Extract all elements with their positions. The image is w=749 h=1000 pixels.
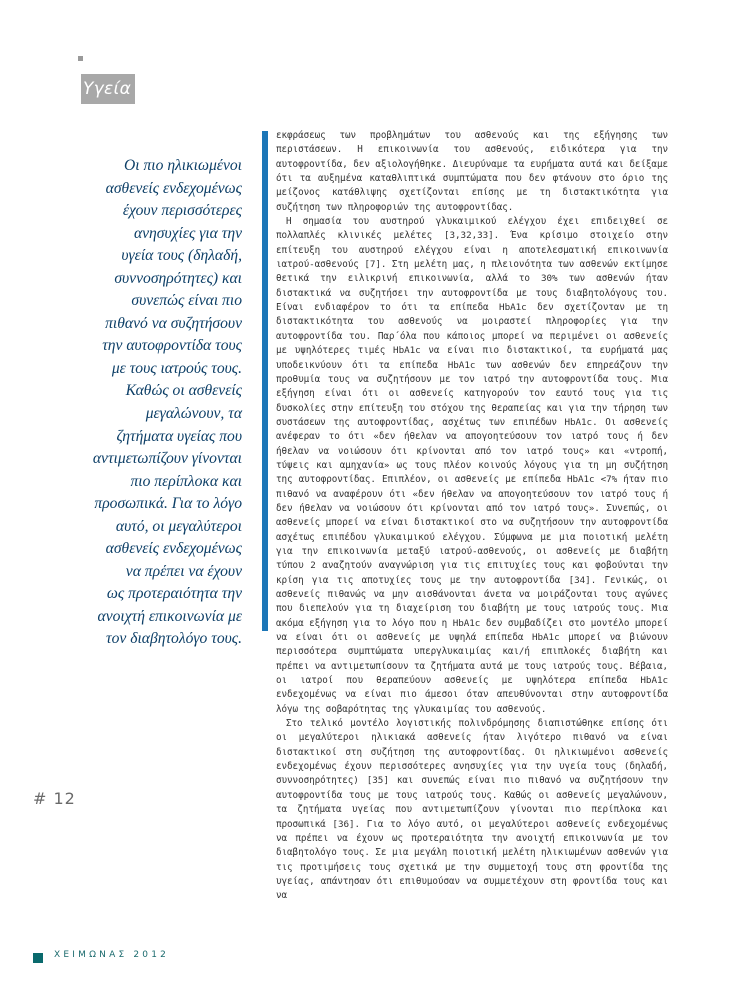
pull-quote-line: μεγαλώνουν, τα	[145, 405, 242, 423]
pull-quote-line: πιθανό να συζητήσουν	[105, 314, 242, 332]
pull-quote-line: ως προτεραιότητα την	[106, 585, 242, 603]
pull-quote-line: ανησυχίες για την	[133, 224, 242, 242]
pull-quote-line: με τους ιατρούς τους.	[111, 359, 242, 377]
pull-quote	[78, 155, 242, 651]
pull-quote-line: να πρέπει να έχουν	[125, 562, 242, 580]
pull-quote-line: τον διαβητολόγο τους.	[106, 630, 242, 648]
pull-quote-line: ασθενείς ενδεχομένως	[105, 540, 242, 558]
section-label: Υγεία	[83, 79, 132, 99]
article-body	[276, 129, 668, 904]
pull-quote-line: αντιμετωπίζουν γίνονται	[92, 450, 242, 468]
pull-quote-line: πιο περίπλοκα και	[130, 472, 242, 490]
pull-quote-line: προσωπικά. Για το λόγο	[94, 495, 242, 513]
pull-quote-line: ανοιχτή επικοινωνία με	[97, 607, 242, 625]
footer-marker	[33, 953, 43, 963]
footer-issue: ΧΕΙΜΩΝΑΣ 2012	[54, 950, 170, 960]
pull-quote-line: Οι πιο ηλικιωμένοι	[123, 157, 242, 174]
pull-quote-line: έχουν περισσότερες	[122, 202, 242, 220]
pull-quote-line: αυτό, οι μεγαλύτεροι	[115, 517, 242, 535]
pull-quote-line: συννοσηρότητες) και	[114, 269, 242, 287]
body-paragraph: Η σημασία του αυστηρού γλυκαιμικού ελέγχου έχει επιδειχθεί σε πολλαπλές κλινικές μελέτες [3,32,33]. Ένα κρίσιμο στοιχείο στην επίτευξη του αυστηρού ελέγχου είναι η αποτελεσματική επικοινωνία ιατρού-ασθενούς [7]. Στη μελέτη μας, η πλειονότητα των ασθενών εκτίμησε θετικά την ειλικρινή επικοινωνία, αλλά το 30% των ασθενών ήταν διστακτικά να συζητήσει την αυτοφροντίδα με τους διαβητολόγους του. Είναι ενδιαφέρον το ότι τα επίπεδα HbA1c δεν σχετίζονταν με τη διστακτικότητα του ασθενούς να μοιραστεί πληροφορίες για την αυτοφροντίδα του. Παρ΄όλα που κάποιος μπορεί να περιμένει οι ασθενείς με υψηλότερες τιμές HbA1c να είναι πιο διστακτικοί, τα ευρήματά μας υποδεικνύουν ότι τα επίπεδα HbA1c των ασθενών δεν επηρεάζουν την προθυμία τους να συζητήσουν με τον ιατρό την αυτοφροντίδα τους. Μια εξήγηση είναι ότι οι ασθενείς κατηγορούν τον εαυτό τους για τις δυσκολίες στην επίτευξη του στόχου της θεραπείας και για την τήρηση των συστάσεων της αυτοφροντίδας, ασχέτως των επιπέδων HbA1c. Οι ασθενείς ανέφεραν το ότι «δεν ήθελαν να απογοητεύσουν τον ιατρό τους ή δεν ήθελαν να νοιώσουν ότι κρίνονται από τον ιατρό τους» και «ντροπή, τύψεις και αμηχανία» ως τους πλέον κοινούς λόγους για τη μη συζήτηση της αυτοφροντίδας. Επιπλέον, οι ασθενείς με επίπεδα HbA1c <7% ήταν πιο πιθανό να αναφέρουν ότι «δεν ήθελαν να απογοητεύσουν τον ιατρό τους ή δεν ήθελαν να νοιώσουν ότι κρίνονται από τον ιατρό τους». Συνεπώς, οι ασθενείς μπορεί να είναι διστακτικοί στο να συζητήσουν την αυτοφροντίδα ασχέτως επιπέδου γλυκαιμικού ελέγχου. Σύμφωνα με μια ποιοτική μελέτη για την επικοινωνία μεταξύ ιατρού-ασθενούς, οι ασθενείς με διαβήτη τύπου 2 αναζητούν αναγνώριση για τις επιτυχίες τους και φοβούνται την κρίση για τις αποτυχίες τους με την αυτοφροντίδα [34]. Γενικώς, οι ασθενείς πιθανώς να μην αισθάνονται άνετα να μοιράζονται τους αγώνες που διεπελούν για τη διαχείριση του διαβήτη με τους ιατρούς τους. Μια ακόμα εξήγηση για το λόγο που η HbA1c δεν συμβαδίζει στο μοντέλο μπορεί να είναι ότι οι ασθενείς με υψηλά επίπεδα HbA1c μπορεί να βιώνουν περισσότερα συμπτώματα υπεργλυκαιμίας και/ή επιπλοκές διαβήτη και πρέπει να αντιμετωπίσουν τα ζητήματα αυτά με τους ιατρούς τους. Βέβαια, οι ιατροί που θεραπεύουν ασθενείς με υψηλότερα επίπεδα HbA1c ενδεχομένως να είναι πιο άμεσοι όταν απευθύνονται στην αυτοφροντίδα λόγω της σοβαρότητας της γλυκαιμίας του ασθενούς.	[276, 216, 668, 715]
pull-quote-line: ζητήματα υγείας που	[116, 427, 242, 445]
pull-quote-line: υγεία τους (δηλαδή,	[121, 247, 242, 265]
body-paragraph: Στο τελικό μοντέλο λογιστικής πολινδρόμησης διαπιστώθηκε επίσης ότι οι μεγαλύτεροι ηλικιακά ασθενείς ήταν λιγότερο πιθανό να είναι διστακτικοί στη συζήτηση της αυτοφροντίδας. Οι ηλικιωμένοι ασθενείς ενδεχομένως έχουν περισσότερες ανησυχίες για την υγεία τους (δηλαδή, συννοσηρότητες) [35] και συνεπώς είναι πιο πιθανό να συζητήσουν την αυτοφροντίδα τους με τους ιατρούς τους. Καθώς οι ασθενείς μεγαλώνουν, τα ζητήματα υγείας που αντιμετωπίζουν γίνονται πιο περίπλοκα και προσωπικά [36]. Για το λόγο αυτό, οι μεγαλύτεροι ασθενείς ενδεχομένως να πρέπει να έχουν ως προτεραιότητα την ανοιχτή επικοινωνία με τον διαβητολόγο τους. Σε μια μεγάλη ποιοτική μελέτη ηλικιωμένων ασθενών για τις προτιμήσεις τους σχετικά με την συμμετοχή τους στη φροντίδα της υγείας, απάντησαν ότι επιθυμούσαν να συμμετέχουν στη φροντίδα τους και να	[276, 718, 668, 902]
pull-quote-line: συνεπώς είναι πιο	[131, 292, 242, 310]
body-paragraph: εκφράσεως των προβλημάτων του ασθενούς και της εξήγησης των περιστάσεων. Η επικοινωνία του ασθενούς, ειδικότερα για την αυτοφροντίδα, δεν αξιολογήθηκε. Διευρύναμε τα ευρήματα αυτά και δείξαμε ότι τα αυξημένα καταθλιπτικά συμπτώματα που δεν φτάνουν στο όριο της μείζονος κατάθλιψης σχετίζονται επίσης με τη διστακτικότητα για συζήτηση των πληροφοριών της αυτοφροντίδας.	[276, 130, 668, 213]
pull-quote-line: Καθώς οι ασθενείς	[125, 382, 242, 400]
header-marker	[78, 56, 83, 61]
page-number: # 12	[33, 789, 76, 808]
pull-quote-line: την αυτοφροντίδα τους	[102, 337, 242, 355]
pull-quote-line: ασθενείς ενδεχομένως	[105, 179, 242, 197]
section-tab	[81, 74, 135, 104]
column-accent-rule	[262, 131, 268, 631]
